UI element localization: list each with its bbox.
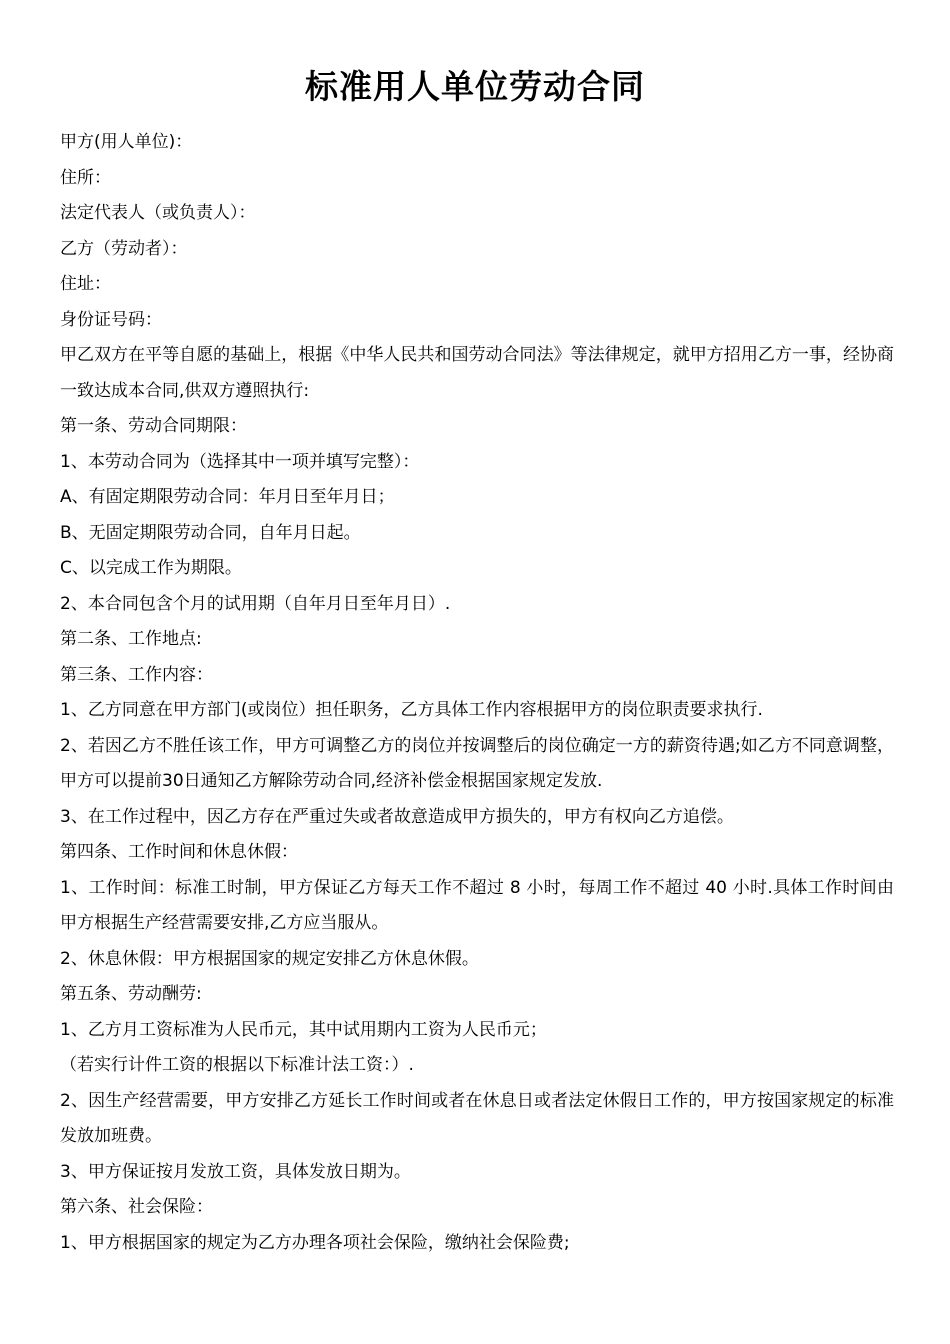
article-3-clause-1: 1、乙方同意在甲方部门(或岗位）担任职务，乙方具体工作内容根据甲方的岗位职责要求执行. xyxy=(60,700,763,720)
article-2-heading: 第二条、工作地点: xyxy=(60,629,202,649)
party-a-employer: 甲方(用人单位)： xyxy=(60,132,193,152)
article-1-option-a: A、有固定期限劳动合同：年月日至年月日； xyxy=(60,487,395,507)
article-4-clause-1: 1、工作时间：标准工时制，甲方保证乙方每天工作不超过 8 小时，每周工作不超过 40 小时.具体工作时间由甲方根据生产经营需要安排,乙方应当服从。 xyxy=(60,877,894,933)
party-b-worker: 乙方（劳动者）： xyxy=(60,238,188,259)
article-6-heading: 第六条、社会保险： xyxy=(60,1197,213,1217)
article-6-clause-1: 1、甲方根据国家的规定为乙方办理各项社会保险，缴纳社会保险费; xyxy=(60,1232,570,1253)
article-4-heading: 第四条、工作时间和休息休假： xyxy=(60,842,298,862)
article-5-clause-3: 3、甲方保证按月发放工资，具体发放日期为。 xyxy=(60,1161,411,1182)
id-number: 身份证号码： xyxy=(60,309,162,330)
article-3-clause-3: 3、在工作过程中，因乙方存在严重过失或者故意造成甲方损失的，甲方有权向乙方追偿。 xyxy=(60,806,734,827)
document-title: 标准用人单位劳动合同 xyxy=(305,67,645,106)
party-a-residence: 住所： xyxy=(60,167,111,188)
article-5-clause-1: 1、乙方月工资标准为人民币元，其中试用期内工资为人民币元； xyxy=(60,1019,547,1040)
article-5-clause-2: 2、因生产经营需要，甲方安排乙方延长工作时间或者在休息日或者法定休假日工作的，甲方按国家规定的标准发放加班费。 xyxy=(60,1090,894,1146)
article-1-clause-1: 1、本劳动合同为（选择其中一项并填写完整）： xyxy=(60,451,420,472)
article-1-heading: 第一条、劳动合同期限： xyxy=(60,416,247,436)
article-5-heading: 第五条、劳动酬劳: xyxy=(60,984,202,1004)
party-b-address: 住址： xyxy=(60,274,111,294)
article-1-option-c: C、以完成工作为期限。 xyxy=(60,558,242,578)
article-3-heading: 第三条、工作内容： xyxy=(60,664,213,685)
preamble-paragraph: 甲乙双方在平等自愿的基础上，根据《中华人民共和国劳动合同法》等法律规定，就甲方招用乙方一事，经协商一致达成本合同,供双方遵照执行: xyxy=(60,345,894,401)
article-5-piecework-note: （若实行计件工资的根据以下标准计法工资：）. xyxy=(60,1055,414,1075)
contract-body xyxy=(60,125,894,1261)
article-1-option-b: B、无固定期限劳动合同，自年月日起。 xyxy=(60,522,361,543)
article-4-clause-2: 2、休息休假：甲方根据国家的规定安排乙方休息休假。 xyxy=(60,948,479,969)
legal-representative: 法定代表人（或负责人）： xyxy=(60,203,256,223)
article-1-clause-2: 2、本合同包含个月的试用期（自年月日至年月日）. xyxy=(60,593,451,614)
article-3-clause-2: 2、若因乙方不胜任该工作，甲方可调整乙方的岗位并按调整后的岗位确定一方的薪资待遇;如乙方不同意调整，甲方可以提前30日通知乙方解除劳动合同,经济补偿金根据国家规定发放. xyxy=(60,735,894,791)
